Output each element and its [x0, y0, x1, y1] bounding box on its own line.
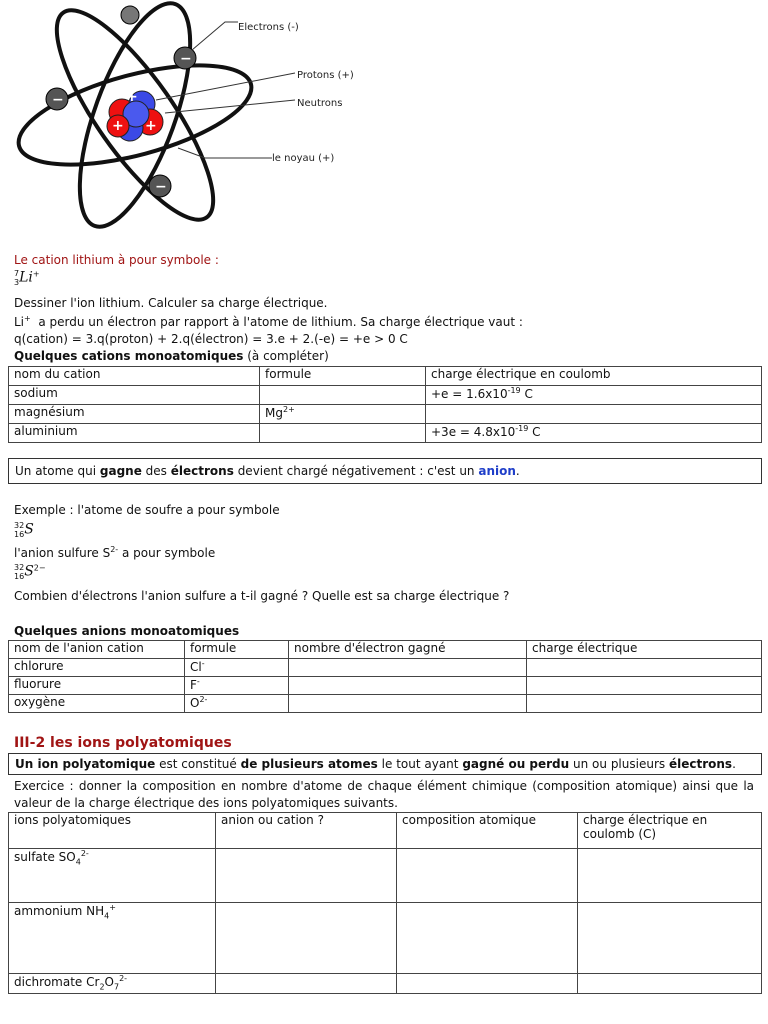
- atom-diagram: [10, 0, 370, 240]
- polyatomic-table: ions polyatomiques anion ou cation ? composition atomique charge électrique en coulomb (C) sulfate $SO_4^{2-}$ ammonium $NH_4^+$ dichromate $Cr_2O_7^{2-}$: [8, 812, 762, 994]
- label-protons: Protons (+): [297, 70, 354, 81]
- anions-table: nom de l'anion cation formule nombre d'électron gagné charge électrique chlorure Cl- fluorure F- oxygène $O^{2-}$: [8, 640, 762, 713]
- anions-heading: Quelques anions monoatomiques: [14, 624, 240, 638]
- polyatomic-definition: Un ion polyatomique est constitué de plusieurs atomes le tout ayant gagné ou perdu un ou plusieurs électrons.: [8, 753, 762, 775]
- table-row: oxygène $O^{2-}$: [9, 695, 762, 713]
- lithium-line3: q(cation) = 3.q(proton) + 2.q(électron) = 3.e + 2.(-e) = +e > 0 C: [14, 332, 408, 346]
- table-row: ammonium $NH_4^+$: [9, 903, 762, 974]
- electron-sign-1: −: [180, 51, 192, 67]
- table-row: dichromate $Cr_2O_7^{2-}$: [9, 974, 762, 994]
- proton-sign-2: +: [112, 118, 124, 134]
- anion-definition: Un atome qui gagne des électrons devient chargé négativement : c'est un anion.: [8, 458, 762, 484]
- exemple-question: Combien d'électrons l'anion sulfure a t-il gagné ? Quelle est sa charge électrique ?: [14, 589, 510, 603]
- cation-header-name: nom du cation: [9, 367, 260, 386]
- electron-sign-2: −: [52, 92, 64, 108]
- atom-illustration: [10, 0, 370, 240]
- sulfur-symbol: 32 16 S: [14, 521, 34, 539]
- sulfide-symbol: 32 16 $S^{2-}$: [14, 563, 46, 581]
- exercice-text: Exercice : donner la composition en nombre d'atome de chaque élément chimique (composition atomique) ainsi que la valeur de la charge électrique des ions polyatomiques suivants.: [14, 779, 754, 810]
- exemple-line1: Exemple : l'atome de soufre a pour symbole: [14, 503, 280, 517]
- table-row: sulfate $SO_4^{2-}$: [9, 849, 762, 903]
- cation-header-formula: formule: [260, 367, 426, 386]
- proton-sign-3: +: [145, 118, 157, 134]
- table-row: aluminium $+3e = 4.8x10^{-19}$ C: [9, 424, 762, 443]
- electron-sign-3: −: [155, 179, 167, 195]
- lithium-symbol: 7 3 Li+: [14, 269, 40, 287]
- cation-header-charge: charge électrique en coulomb: [426, 367, 762, 386]
- table-row: magnésium $Mg^{2+}$: [9, 405, 762, 424]
- lithium-line2: Li+ a perdu un électron par rapport à l'atome de lithium. Sa charge électrique vaut :: [14, 314, 523, 329]
- proton-sign-1: +: [126, 89, 138, 105]
- lithium-intro: Le cation lithium à pour symbole :: [14, 253, 219, 267]
- cations-table: [8, 366, 762, 443]
- exemple-line2: l'anion sulfure $S^{2-}$ a pour symbole: [14, 545, 216, 560]
- label-electrons: Electrons (-): [238, 22, 299, 33]
- table-row: fluorure F-: [9, 677, 762, 695]
- label-neutrons: Neutrons: [297, 98, 343, 109]
- table-row: sodium $+e = 1.6x10^{-19}$ C: [9, 386, 762, 405]
- cations-heading: Quelques cations monoatomiques (à compléter): [14, 349, 329, 363]
- section-title-polyatomic: III-2 les ions polyatomiques: [14, 735, 232, 751]
- lithium-line1: Dessiner l'ion lithium. Calculer sa charge électrique.: [14, 296, 328, 310]
- table-row: chlorure Cl-: [9, 659, 762, 677]
- label-noyau: le noyau (+): [272, 153, 335, 164]
